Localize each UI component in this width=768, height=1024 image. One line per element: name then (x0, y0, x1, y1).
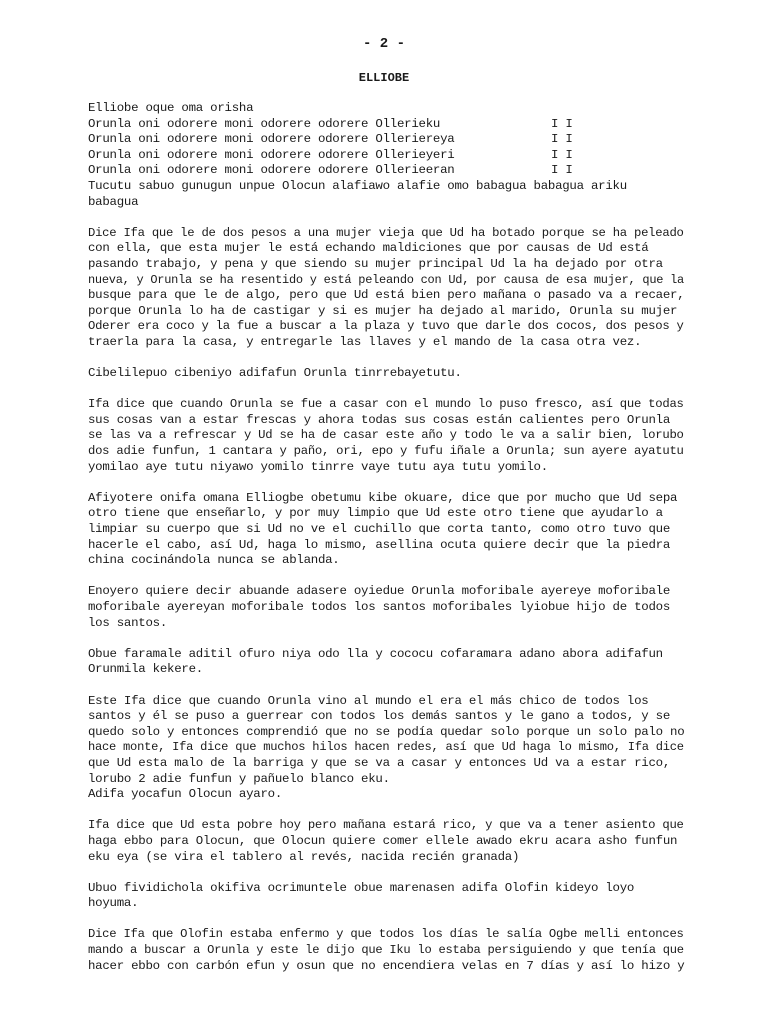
paragraph-line: con ella, que esta mujer le está echando maldiciones que por causas de Ud está (88, 241, 649, 256)
invocation-line-text: babagua (88, 194, 139, 209)
paragraph-line: que Ud esta malo de la barriga y que se va a casar y entonces Ud va a estar rico, (88, 755, 671, 770)
paragraph-line: Ifa dice que Ud esta pobre hoy pero mañana estará rico, y que va a tener asiento que (88, 818, 684, 833)
paragraph (88, 881, 684, 912)
paragraph-line: santos y él se puso a guerrear con todos los demás santos y le gano a todos, y se (88, 709, 671, 724)
invocation-line (88, 117, 684, 133)
paragraph-line: lorubo 2 adie funfun y pañuelo blanco eku. (88, 771, 390, 786)
paragraph-line: busque para que le de algo, pero que Ud está bien pero mañana o pasado va a recaer, (88, 288, 685, 303)
paragraph (88, 226, 684, 351)
invocation-line (88, 148, 684, 164)
paragraph (88, 818, 684, 865)
paragraph (88, 491, 684, 569)
invocation-line-text: Orunla oni odorere moni odorere odorere Olleriereya (88, 132, 455, 147)
paragraph (88, 366, 684, 382)
paragraph-line: hacer ebbo con carbón efun y osun que no encendiera velas en 7 días y así lo hizo y (88, 958, 685, 973)
invocation-line-text: Orunla oni odorere moni odorere odorere Ollerieyeri (88, 147, 455, 162)
document-title: ELLIOBE (358, 71, 410, 85)
paragraph-line: dos adie funfun, 1 cantara y paño, ori, epo y fufu iñale a Orunla; sun ayere ayatutu (88, 444, 684, 459)
paragraph-line: otro tiene que enseñarlo, y por muy limpio que Ud este otro tiene que ayudarlo a (88, 506, 663, 521)
paragraph-line: Orunmila kekere. (88, 662, 203, 677)
invocation-line (88, 163, 684, 179)
page-number: - 2 - (362, 36, 405, 52)
paragraph (88, 647, 684, 678)
paragraph-line: Dice Ifa que Olofin estaba enfermo y que todos los días le salía Ogbe melli entonces (88, 927, 684, 942)
paragraph-line: hacerle el cabo, así Ud, haga lo mismo, asellina ocuta quiere decir que la piedra (88, 537, 671, 552)
odu-mark: I I (551, 116, 573, 131)
paragraph-line: los santos. (88, 615, 168, 630)
paragraph (88, 397, 684, 475)
paragraph-line: traerla para la casa, y entregarle las llaves y el mando de la casa otra vez. (88, 334, 642, 349)
odu-mark: I I (551, 132, 573, 147)
paragraph-line: Adifa yocafun Olocun ayaro. (88, 787, 283, 802)
paragraph-line: Este Ifa dice que cuando Orunla vino al mundo el era el más chico de todos los (88, 693, 649, 708)
paragraphs-container (88, 226, 684, 975)
invocation-line (88, 195, 684, 211)
paragraph-line: Oderer era coco y la fue a buscar a la plaza y tuvo que darle dos cocos, dos pesos y (88, 319, 684, 334)
odu-mark: I I (551, 163, 573, 178)
paragraph-line: yomilao aye tutu niyawo yomilo tinrre vaye tutu aya tutu yomilo. (88, 459, 548, 474)
paragraph-line: Ifa dice que cuando Orunla se fue a casar con el mundo lo puso fresco, así que todas (88, 397, 684, 412)
paragraph (88, 584, 684, 631)
paragraph-line: haga ebbo para Olocun, que Olocun quiere comer ellele awado ekru acara asho funfun (88, 833, 678, 848)
paragraph-line: china cocinándola nunca se ablanda. (88, 553, 340, 568)
paragraph-line: Afiyotere onifa omana Elliogbe obetumu kibe okuare, dice que por mucho que Ud sepa (88, 490, 678, 505)
paragraph-line: sus cosas van a estar frescas y ahora todas sus cosas están calientes pero Orunla (88, 412, 671, 427)
paragraph-line: quedo solo y entonces comprendió que no se podía quedar solo porque un solo palo no (88, 724, 685, 739)
document-body (88, 101, 684, 990)
paragraph-line: Cibelilepuo cibeniyo adifafun Orunla tinrrebayetutu. (88, 366, 462, 381)
paragraph-line: limpiar su cuerpo que si Ud no ve el cuchillo que corta tanto, como otro tuvo que (88, 522, 671, 537)
paragraph-line: hace monte, Ifa dice que muchos hilos hacen redes, así que Ud haga lo mismo, Ifa dice (88, 740, 684, 755)
paragraph (88, 927, 684, 974)
paragraph-line: Ubuo fividichola okifiva ocrimuntele obue marenasen adifa Olofin kideyo loyo (88, 880, 635, 895)
odu-mark: I I (551, 147, 573, 162)
paragraph (88, 694, 684, 803)
paragraph-line: Dice Ifa que le de dos pesos a una mujer vieja que Ud ha botado porque se ha peleado (88, 225, 684, 240)
paragraph-line: se las va a refrescar y Ud se ha de casar este año y todo le va a salir bien, lorubo (88, 428, 684, 443)
invocation-line-text: Orunla oni odorere moni odorere odorere Ollerieku (88, 116, 441, 131)
paragraph-line: eku eya (se vira el tablero al revés, nacida recién granada) (88, 849, 520, 864)
paragraph-line: moforibale ayereyan moforibale todos los santos moforibales lyiobue hijo de todos (88, 600, 671, 614)
paragraph-line: porque Orunla lo ha de castigar y si es mujer ha dejado al marido, Orunla su mujer (88, 303, 678, 318)
invocation-line (88, 101, 684, 117)
invocation-block (88, 101, 684, 210)
paragraph-line: nueva, y Orunla se ha resentido y está peleando con Ud, por causa de esa mujer, que la (88, 272, 684, 287)
invocation-line-text: Orunla oni odorere moni odorere odorere Ollerieeran (88, 163, 455, 178)
invocation-line (88, 132, 684, 148)
invocation-line-text: Elliobe oque oma orisha (88, 101, 254, 115)
paragraph-line: pasando trabajo, y pena y que siendo su mujer principal Ud la ha dejado por otra (88, 256, 663, 271)
paragraph-line: mando a buscar a Orunla y este le dijo que Iku lo estaba persiguiendo y que tenía que (88, 943, 684, 958)
paragraph-line: Obue faramale aditil ofuro niya odo lla y cococu cofaramara adano abora adifafun (88, 646, 663, 661)
invocation-line (88, 179, 684, 195)
paragraph-line: Enoyero quiere decir abuande adasere oyiedue Orunla moforibale ayereye moforibale (88, 584, 671, 599)
paragraph-line: hoyuma. (88, 896, 139, 911)
invocation-line-text: Tucutu sabuo gunugun unpue Olocun alafiawo alafie omo babagua babagua ariku (88, 178, 627, 193)
